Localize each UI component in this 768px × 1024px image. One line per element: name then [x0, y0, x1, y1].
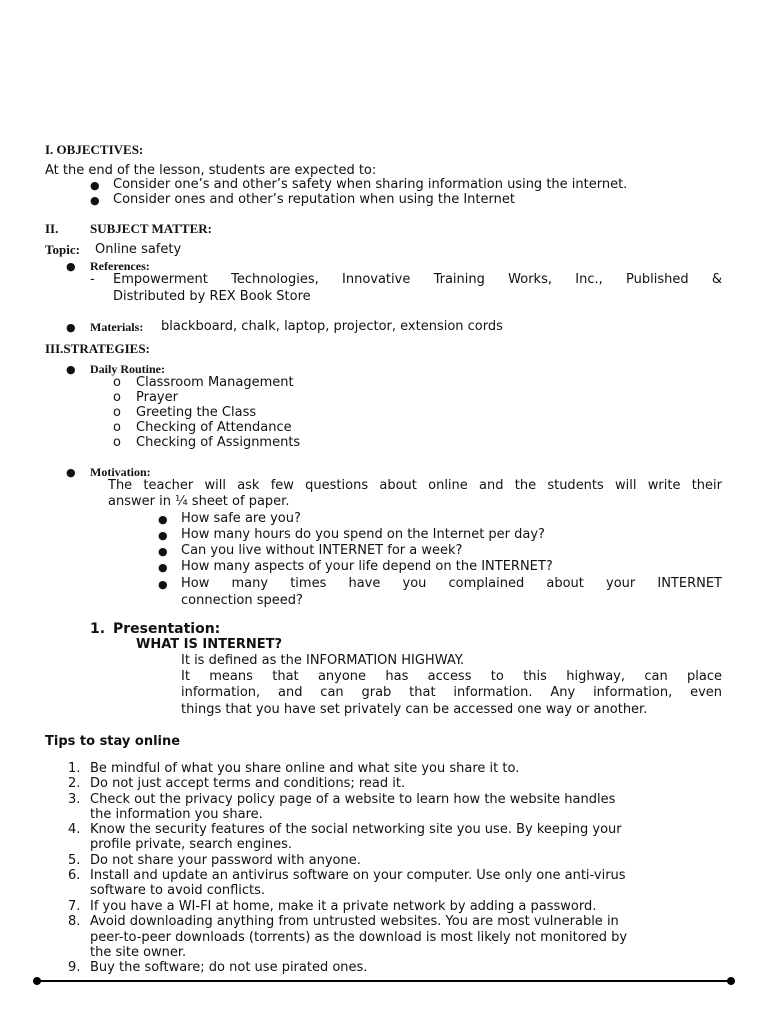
tip-text: software to avoid conflicts.: [90, 883, 266, 898]
question-item: How safe are you?: [181, 511, 301, 526]
reference-dash: -: [90, 272, 95, 287]
tip-text: Buy the software; do not use pirated ones.: [90, 960, 368, 975]
circle-bullet-icon: o: [113, 435, 121, 450]
bottom-divider: [36, 980, 732, 982]
topic-label: Topic:: [45, 242, 80, 257]
daily-routine-label: Daily Routine:: [90, 362, 165, 376]
subject-matter-numeral: II.: [45, 221, 59, 236]
routine-item: Greeting the Class: [136, 405, 257, 420]
tip-text: Do not share your password with anyone.: [90, 853, 361, 868]
question-item: How many times have you complained about your INTERNET: [181, 576, 722, 591]
tip-number: 1.: [68, 761, 81, 776]
objectives-heading: I. OBJECTIVES:: [45, 142, 144, 157]
tip-number: 2.: [68, 776, 81, 791]
tip-text: Avoid downloading anything from untrusted websites. You are most vulnerable in: [90, 914, 619, 929]
bullet-icon: ●: [90, 194, 100, 207]
routine-item: Checking of Attendance: [136, 420, 292, 435]
strategies-heading: III.STRATEGIES:: [45, 341, 150, 356]
circle-bullet-icon: o: [113, 420, 121, 435]
tip-text: Be mindful of what you share online and what site you share it to.: [90, 761, 520, 776]
tip-text: peer-to-peer downloads (torrents) as the download is most likely not monitored by: [90, 930, 628, 945]
tip-text: Install and update an antivirus software on your computer. Use only one anti-virus: [90, 868, 626, 883]
tip-text: Check out the privacy policy page of a website to learn how the website handles: [90, 792, 616, 807]
bullet-icon: ●: [66, 260, 76, 273]
motivation-text: The teacher will ask few questions about online and the students will write their: [108, 478, 722, 493]
bullet-icon: ●: [158, 578, 168, 591]
presentation-text: information, and can grab that information. Any information, even: [181, 685, 722, 700]
bullet-icon: ●: [158, 545, 168, 558]
bullet-icon: ●: [158, 529, 168, 542]
objectives-intro: At the end of the lesson, students are expected to:: [45, 163, 377, 178]
presentation-subheading: WHAT IS INTERNET?: [136, 637, 283, 652]
question-item: How many aspects of your life depend on the INTERNET?: [181, 559, 553, 574]
tip-text: profile private, search engines.: [90, 837, 292, 852]
circle-bullet-icon: o: [113, 390, 121, 405]
tip-text: Know the security features of the social networking site you use. By keeping your: [90, 822, 622, 837]
bullet-icon: ●: [66, 321, 76, 334]
routine-item: Prayer: [136, 390, 178, 405]
circle-bullet-icon: o: [113, 375, 121, 390]
tips-heading: Tips to stay online: [45, 734, 181, 749]
divider-end-dot: [33, 977, 41, 985]
tip-number: 8.: [68, 914, 81, 929]
routine-item: Classroom Management: [136, 375, 294, 390]
reference-line: Distributed by REX Book Store: [113, 289, 311, 304]
materials-label: Materials:: [90, 320, 144, 334]
presentation-text: It is defined as the INFORMATION HIGHWAY.: [181, 653, 465, 668]
bullet-icon: ●: [66, 363, 76, 376]
bullet-icon: ●: [90, 179, 100, 192]
tip-number: 4.: [68, 822, 81, 837]
routine-item: Checking of Assignments: [136, 435, 301, 450]
question-item: Can you live without INTERNET for a week?: [181, 543, 463, 558]
bullet-icon: ●: [158, 561, 168, 574]
question-item: How many hours do you spend on the Internet per day?: [181, 527, 545, 542]
tip-text: the site owner.: [90, 945, 187, 960]
motivation-text: answer in ¼ sheet of paper.: [108, 494, 290, 509]
objective-item: Consider one’s and other’s safety when sharing information using the internet.: [113, 177, 628, 192]
reference-line: Empowerment Technologies, Innovative Training Works, Inc., Published &: [113, 272, 722, 287]
tip-number: 5.: [68, 853, 81, 868]
bullet-icon: ●: [158, 513, 168, 526]
tip-number: 6.: [68, 868, 81, 883]
tip-number: 3.: [68, 792, 81, 807]
question-item: connection speed?: [181, 593, 303, 608]
tip-text: If you have a WI-FI at home, make it a private network by adding a password.: [90, 899, 597, 914]
objective-item: Consider ones and other’s reputation when using the Internet: [113, 192, 515, 207]
tip-text: the information you share.: [90, 807, 263, 822]
presentation-number: 1.: [90, 621, 106, 637]
presentation-text: It means that anyone has access to this highway, can place: [181, 669, 722, 684]
divider-end-dot: [727, 977, 735, 985]
materials-value: blackboard, chalk, laptop, projector, extension cords: [161, 319, 503, 334]
presentation-text: things that you have set privately can be accessed one way or another.: [181, 702, 648, 717]
bullet-icon: ●: [66, 466, 76, 479]
tip-number: 7.: [68, 899, 81, 914]
circle-bullet-icon: o: [113, 405, 121, 420]
subject-matter-heading: SUBJECT MATTER:: [90, 221, 212, 236]
tip-text: Do not just accept terms and conditions; read it.: [90, 776, 406, 791]
topic-value: Online safety: [95, 242, 182, 257]
motivation-label: Motivation:: [90, 465, 151, 479]
presentation-label: Presentation:: [113, 621, 221, 637]
tip-number: 9.: [68, 960, 81, 975]
references-label: References:: [90, 259, 150, 273]
